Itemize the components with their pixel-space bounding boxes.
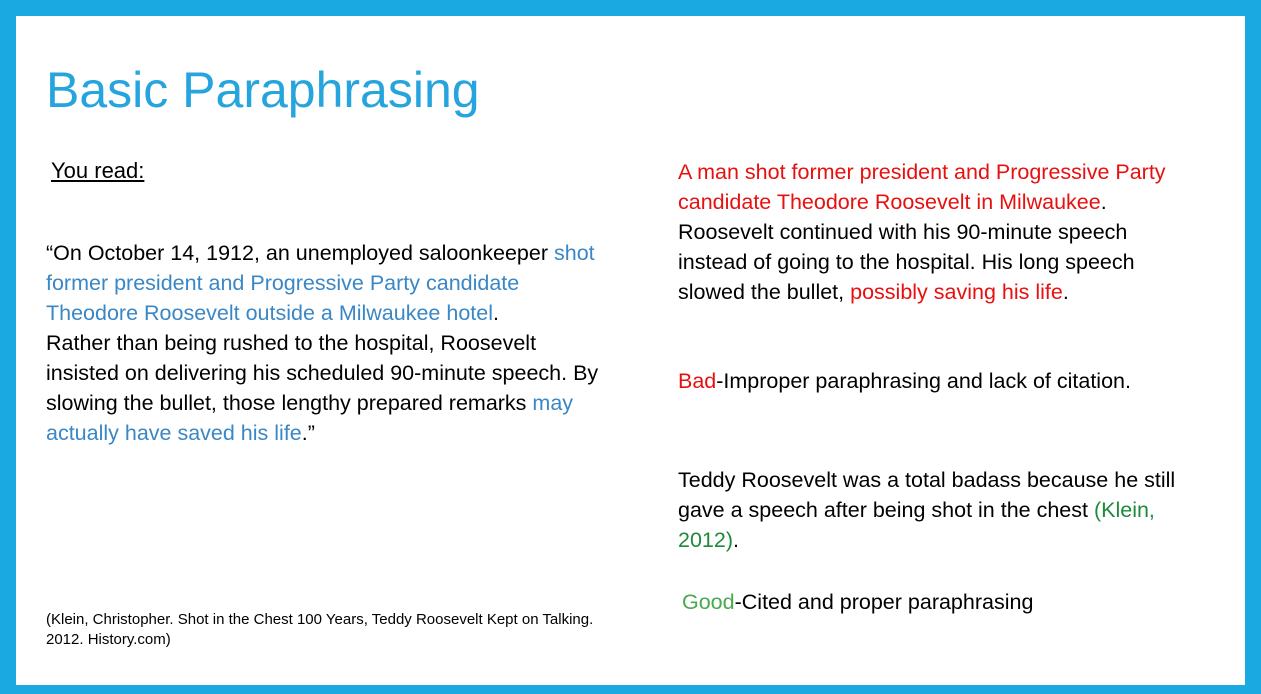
good-example-citation: (Klein, 2012): [678, 498, 1155, 552]
quote-lead: “On October 14, 1912, an unemployed saloonkeeper: [46, 241, 548, 265]
good-label-word: Good: [682, 590, 735, 614]
quote-highlight-1: shot former president and Progressive Party candidate Theodore Roosevelt outside a Milwaukee hotel: [46, 241, 595, 325]
good-paraphrase-example: [678, 465, 1178, 555]
quote-end-1: .: [493, 301, 499, 325]
bad-copied-text-1: A man shot former president and Progressive Party candidate Theodore Roosevelt in Milwaukee: [678, 160, 1166, 214]
bad-label: [678, 366, 1178, 396]
source-quote: [46, 238, 606, 448]
good-example-end: .: [733, 528, 739, 552]
bad-example-middle: . Roosevelt continued with his 90-minute speech instead of going to the hospital. His long speech slowed the bullet,: [678, 190, 1135, 304]
bad-example-end: .: [1062, 280, 1069, 304]
quote-end-2: .”: [301, 421, 315, 445]
bad-label-word: Bad: [678, 369, 717, 393]
bad-paraphrase-example: [678, 157, 1178, 307]
good-example-text: Teddy Roosevelt was a total badass because he still gave a speech after being shot in the chest: [678, 468, 1176, 522]
quote-body: Rather than being rushed to the hospital, Roosevelt insisted on delivering his scheduled 90-minute speech. By slowing the bullet, those lengthy prepared remarks: [46, 331, 599, 415]
source-citation: (Klein, Christopher. Shot in the Chest 100 Years, Teddy Roosevelt Kept on Talking. 2012. History.com): [46, 611, 594, 648]
slide-title: Basic Paraphrasing: [46, 62, 480, 118]
you-read-heading: You read:: [51, 158, 145, 183]
bad-label-text: -Improper paraphrasing and lack of citation.: [716, 369, 1131, 393]
good-label-text: -Cited and proper paraphrasing: [734, 590, 1034, 614]
bad-copied-text-2: possibly saving his life: [850, 280, 1063, 304]
good-label: [678, 587, 1182, 617]
quote-highlight-2: may actually have saved his life: [46, 391, 574, 445]
slide: [16, 16, 1245, 685]
